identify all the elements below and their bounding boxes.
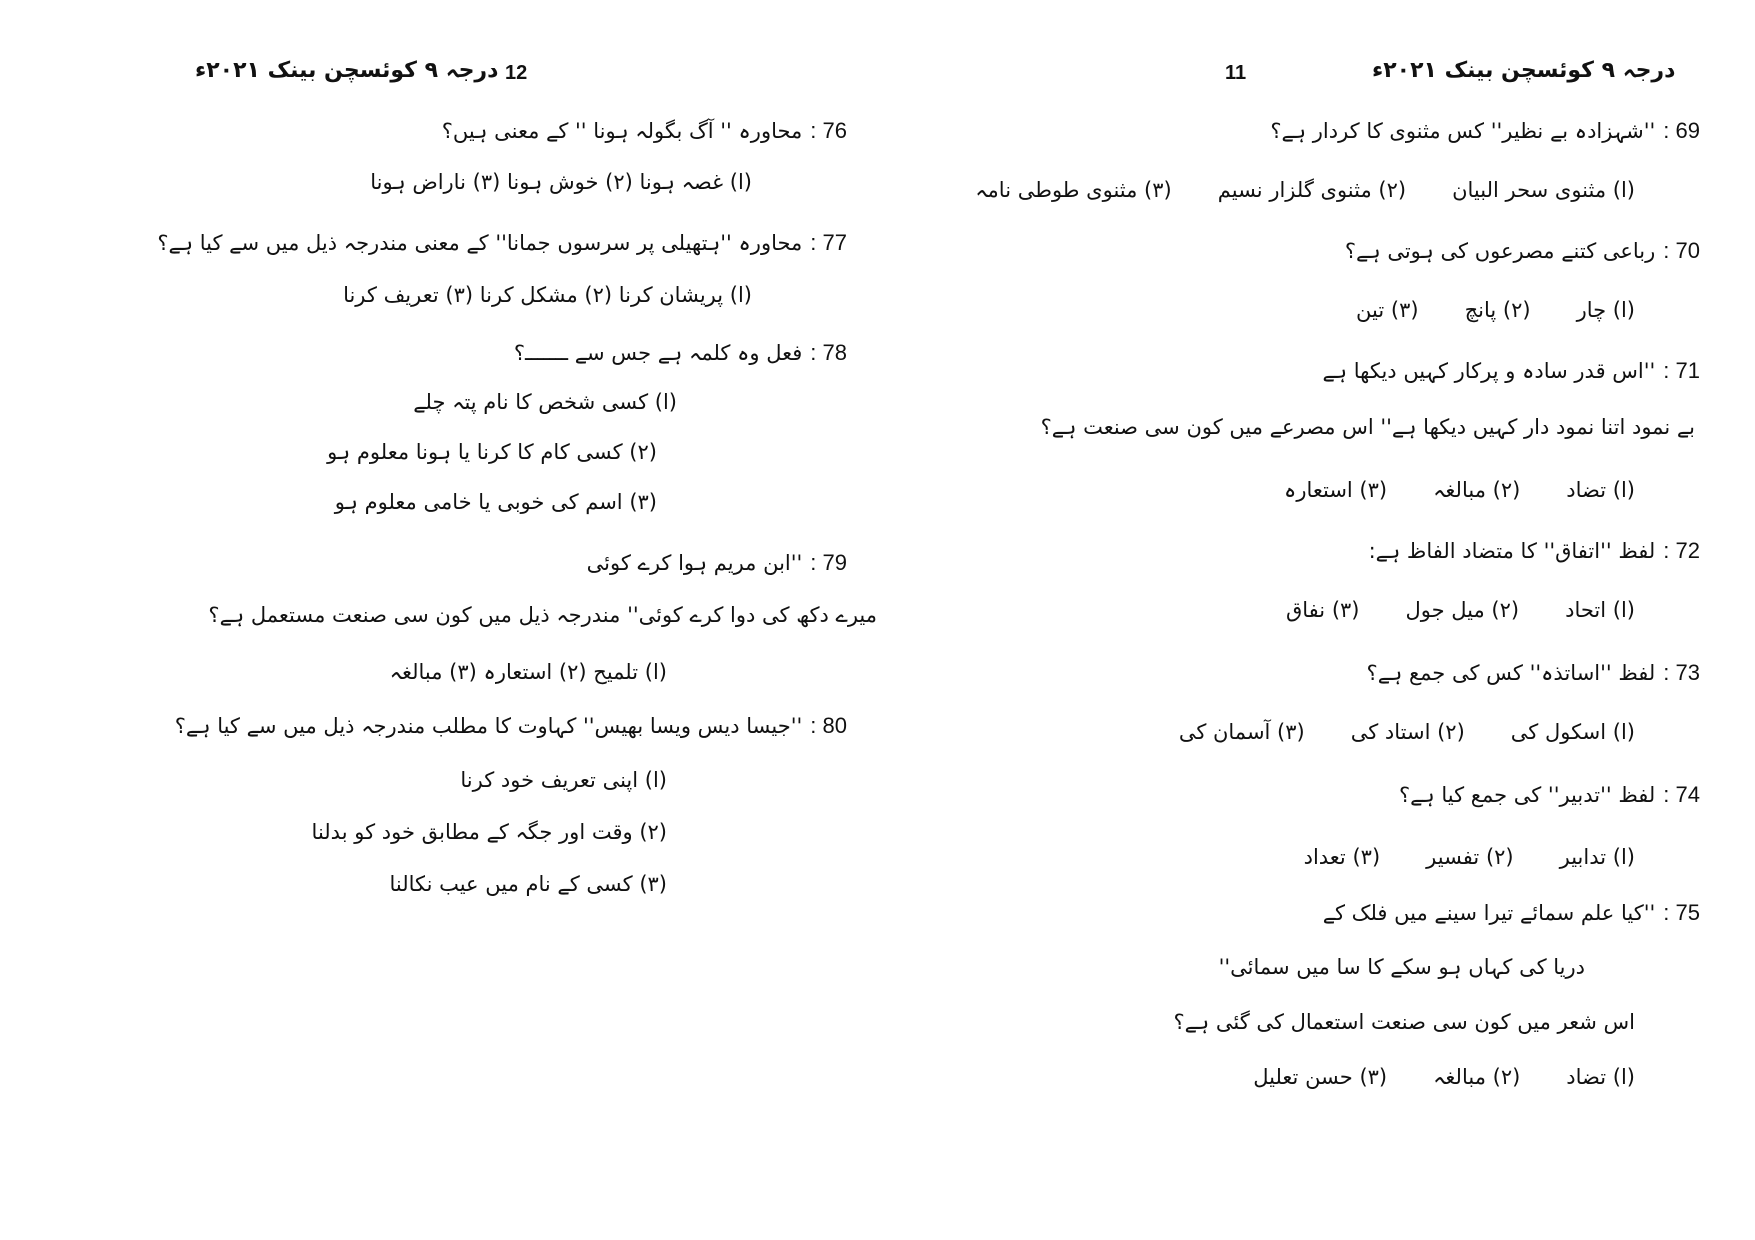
- answer-options: [1133, 720, 1635, 744]
- question-row: [1322, 358, 1700, 384]
- answer-option: (ا) تضاد: [1566, 478, 1635, 502]
- right-page: [877, 0, 1755, 1240]
- question-text: لفظ ''اساتذہ'' کس کی جمع ہے؟: [1366, 661, 1656, 685]
- answer-options: [1240, 598, 1635, 622]
- question-text: محاورہ ''ہتھیلی پر سرسوں جمانا'' کے معنی مندرجہ ذیل میں سے کیا ہے؟: [157, 231, 803, 255]
- question-row: [442, 118, 847, 144]
- question-number: : 76: [810, 118, 847, 143]
- text-line: (۲) وقت اور جگہ کے مطابق خود کو بدلنا: [311, 820, 667, 844]
- text-line: دریا کی کہاں ہو سکے کا سا میں سمائی'': [1218, 955, 1585, 979]
- text-line: (۳) اسم کی خوبی یا خامی معلوم ہو: [334, 490, 657, 514]
- question-number: : 77: [810, 230, 847, 255]
- answer-option: (ا) تضاد: [1566, 1065, 1635, 1089]
- answer-option: (۳) تعداد: [1303, 845, 1381, 869]
- answer-option: (ا) اسکول کی: [1510, 720, 1635, 744]
- page-number: 11: [1225, 62, 1247, 84]
- answer-option: (ا) اتحاد: [1565, 598, 1635, 622]
- question-number: : 78: [810, 340, 847, 365]
- question-row: [1369, 538, 1700, 564]
- text-line: میرے دکھ کی دوا کرے کوئی'' مندرجہ ذیل میں کون سی صنعت مستعمل ہے؟: [208, 603, 877, 627]
- question-text: ''اس قدر سادہ و پرکار کہیں دیکھا ہے: [1322, 359, 1656, 383]
- question-text: لفظ ''اتفاق'' کا متضاد الفاظ ہے:: [1368, 539, 1656, 563]
- question-number: : 79: [810, 550, 847, 575]
- question-number: : 75: [1663, 900, 1700, 925]
- answer-options: [1310, 298, 1635, 322]
- question-text: ''جیسا دیس ویسا بھیس'' کہاوت کا مطلب مندرجہ ذیل میں سے کیا ہے؟: [174, 714, 803, 738]
- answer-option: (۲) مثنوی گلزار نسیم: [1217, 178, 1407, 202]
- answer-option: (۲) استاد کی: [1350, 720, 1465, 744]
- question-row: [514, 340, 847, 366]
- text-line: (ا) اپنی تعریف خود کرنا: [460, 768, 667, 792]
- question-row: [1399, 782, 1700, 808]
- question-text: ''ابن مریم ہوا کرے کوئی: [586, 551, 803, 575]
- text-line: (ا) تلمیح (۲) استعارہ (۳) مبالغہ: [389, 660, 667, 684]
- answer-option: (۲) مبالغہ: [1433, 478, 1521, 502]
- question-text: محاورہ '' آگ بگولہ ہونا '' کے معنی ہیں؟: [441, 119, 803, 143]
- question-row: [587, 550, 847, 576]
- answer-option: (۳) آسمان کی: [1178, 720, 1305, 744]
- question-number: : 70: [1663, 238, 1700, 263]
- text-line: (۲) کسی کام کا کرنا یا ہونا معلوم ہو: [327, 440, 657, 464]
- question-number: : 72: [1663, 538, 1700, 563]
- text-line: اس شعر میں کون سی صنعت استعمال کی گئی ہے؟: [1173, 1010, 1635, 1034]
- question-text: ''کیا علم سمائے تیرا سینے میں فلک کے: [1322, 901, 1656, 925]
- question-row: [1270, 118, 1700, 144]
- answer-option: (۲) پانچ: [1464, 298, 1531, 322]
- answer-options: [1258, 845, 1635, 869]
- answer-option: (۳) مثنوی طوطی نامہ: [975, 178, 1172, 202]
- answer-options: [1238, 478, 1635, 502]
- answer-option: (۳) حسن تعلیل: [1253, 1065, 1388, 1089]
- question-number: : 73: [1663, 660, 1700, 685]
- question-row: [157, 230, 847, 256]
- text-line: (ا) پریشان کرنا (۲) مشکل کرنا (۳) تعریف کرنا: [343, 283, 752, 307]
- question-row: [1345, 238, 1700, 264]
- question-text: ''شہزادہ بے نظیر'' کس مثنوی کا کردار ہے؟: [1270, 119, 1656, 143]
- question-row: [175, 713, 847, 739]
- answer-option: (ا) چار: [1576, 298, 1635, 322]
- text-line: (۳) کسی کے نام میں عیب نکالنا: [389, 872, 667, 896]
- answer-option: (ا) مثنوی سحر البیان: [1452, 178, 1635, 202]
- text-line: (ا) کسی شخص کا نام پتہ چلے: [413, 390, 677, 414]
- question-text: رباعی کتنے مصرعوں کی ہوتی ہے؟: [1344, 239, 1656, 263]
- page-header-title: درجہ ۹ کوئسچن بینک ۲۰۲۱ء: [195, 58, 499, 83]
- page-number: 12: [505, 62, 528, 84]
- text-line: (ا) غصہ ہونا (۲) خوش ہونا (۳) ناراض ہونا: [370, 170, 752, 194]
- question-row: [1323, 900, 1700, 926]
- answer-option: (۳) تین: [1356, 298, 1419, 322]
- answer-options: [929, 178, 1635, 202]
- answer-option: (۳) نفاق: [1285, 598, 1360, 622]
- question-number: : 74: [1663, 782, 1700, 807]
- question-number: : 69: [1663, 118, 1700, 143]
- answer-option: (ا) تدابیر: [1559, 845, 1635, 869]
- question-number: : 80: [810, 713, 847, 738]
- answer-options: [1207, 1065, 1635, 1089]
- left-page: [0, 0, 877, 1240]
- question-text: لفظ ''تدبیر'' کی جمع کیا ہے؟: [1398, 783, 1656, 807]
- question-row: [1367, 660, 1700, 686]
- question-text: فعل وہ کلمہ ہے جس سے ـــــــ؟: [513, 341, 803, 365]
- page-header-title: درجہ ۹ کوئسچن بینک ۲۰۲۱ء: [1372, 58, 1676, 83]
- answer-option: (۲) تفسیر: [1426, 845, 1514, 869]
- answer-option: (۲) میل جول: [1405, 598, 1520, 622]
- answer-option: (۲) مبالغہ: [1433, 1065, 1521, 1089]
- answer-option: (۳) استعارہ: [1284, 478, 1388, 502]
- question-number: : 71: [1663, 358, 1700, 383]
- text-line: بے نمود اتنا نمود دار کہیں دیکھا ہے'' اس مصرعے میں کون سی صنعت ہے؟: [1040, 415, 1695, 439]
